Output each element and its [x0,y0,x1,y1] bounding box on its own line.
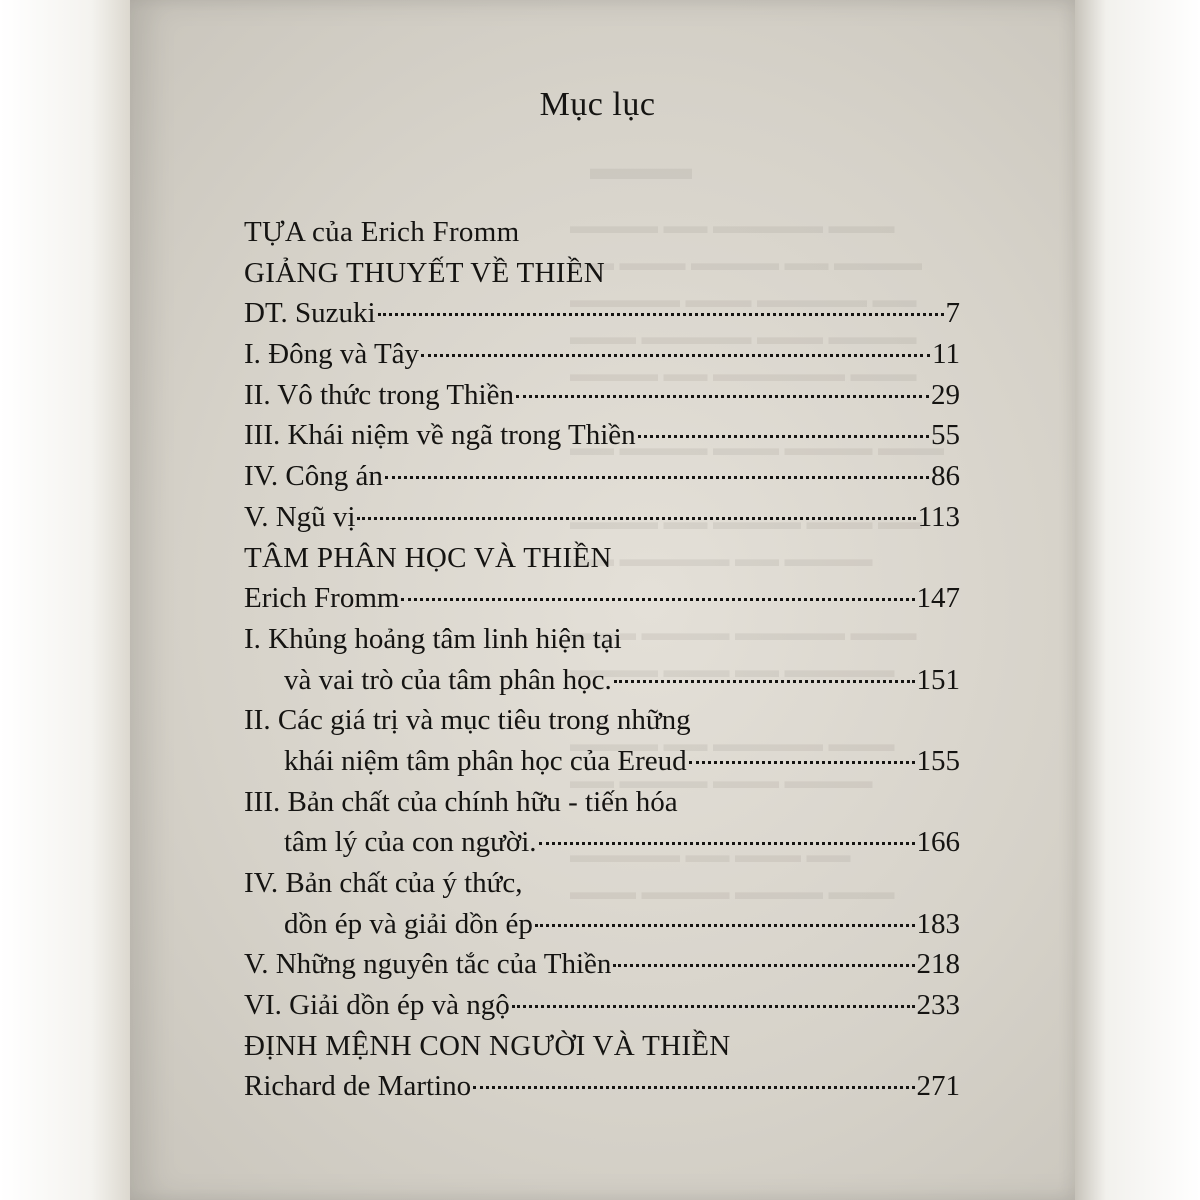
toc-entry [244,1066,960,1107]
toc-entry-title: II. Vô thức trong Thiền [244,378,514,411]
toc-section-heading: TÂM PHÂN HỌC VÀ THIỀN [244,541,612,574]
toc-page-number: 11 [932,338,960,371]
toc-entry [244,334,960,375]
toc-page-number: 233 [916,989,960,1022]
toc-entry-title-line: III. Bản chất của chính hữu - tiến hóa [244,785,678,818]
dot-leader [689,761,915,764]
toc-entry-title: và vai trò của tâm phân học. [284,663,612,696]
toc-entry [244,415,960,456]
toc-entry-title: V. Ngũ vị [244,500,356,533]
toc-entry-title: khái niệm tâm phân học của Ereud [284,744,687,777]
dot-leader [638,435,929,438]
toc-entry [244,822,960,863]
toc-section-heading: ĐỊNH MỆNH CON NGƯỜI VÀ THIỀN [244,1029,731,1062]
toc-entry [244,375,960,416]
toc-entry-title: V. Những nguyên tắc của Thiền [244,948,612,981]
toc-page-number: 271 [916,1070,960,1103]
dot-leader [421,354,930,357]
toc-entry-title: VI. Giải dồn ép và ngộ [244,989,510,1022]
toc-entry [244,456,960,497]
toc-page-number: 113 [917,500,960,533]
toc-entry-title-line: IV. Bản chất của ý thức, [244,867,523,899]
dot-leader [378,313,944,316]
toc-section-heading: GIẢNG THUYẾT VỀ THIỀN [244,256,605,289]
dot-leader [401,598,914,601]
toc-page-number: 183 [916,907,960,940]
dot-leader [512,1005,915,1008]
toc-page-number: 86 [931,460,960,493]
toc-entry [244,497,960,538]
toc-entry [244,293,960,334]
dot-leader [539,842,915,845]
dot-leader [613,964,914,967]
toc-entry-title-line: I. Khủng hoảng tâm linh hiện tại [244,622,622,655]
toc-page-number: 155 [916,744,960,777]
toc-entry-title: dồn ép và giải dồn ép [284,907,533,940]
toc-entry [244,741,960,782]
toc-entry-title: IV. Công án [244,460,383,493]
toc-page-number: 151 [916,663,960,696]
toc-entry-title-line: II. Các giá trị và mục tiêu trong những [244,704,691,737]
toc-page-number: 218 [916,948,960,981]
toc-page-number: 7 [945,297,960,330]
dot-leader [535,924,915,927]
toc-section-heading: TỰA của Erich Fromm [244,216,520,248]
toc-page-number: 55 [931,419,960,452]
page-title: Mục lục [539,86,656,123]
toc-entry [244,660,960,701]
dot-leader [357,517,915,520]
dot-leader [385,476,929,479]
toc-entry-title: Richard de Martino [244,1070,472,1103]
table-of-contents [244,212,960,1107]
toc-entry [244,578,960,619]
toc-entry-title: DT. Suzuki [244,297,376,330]
toc-entry-title: I. Đông và Tây [244,338,420,371]
toc-page-number: 147 [916,582,960,615]
toc-entry [244,944,960,985]
toc-entry-title: III. Khái niệm về ngã trong Thiền [244,419,636,452]
toc-entry-title: Erich Fromm [244,582,400,615]
dot-leader [614,680,915,683]
toc-entry [244,985,960,1026]
toc-page-number: 29 [931,378,960,411]
toc-page-number: 166 [916,826,960,859]
toc-entry [244,904,960,945]
dot-leader [516,395,929,398]
toc-entry-title: tâm lý của con người. [284,826,537,859]
dot-leader [473,1086,914,1089]
